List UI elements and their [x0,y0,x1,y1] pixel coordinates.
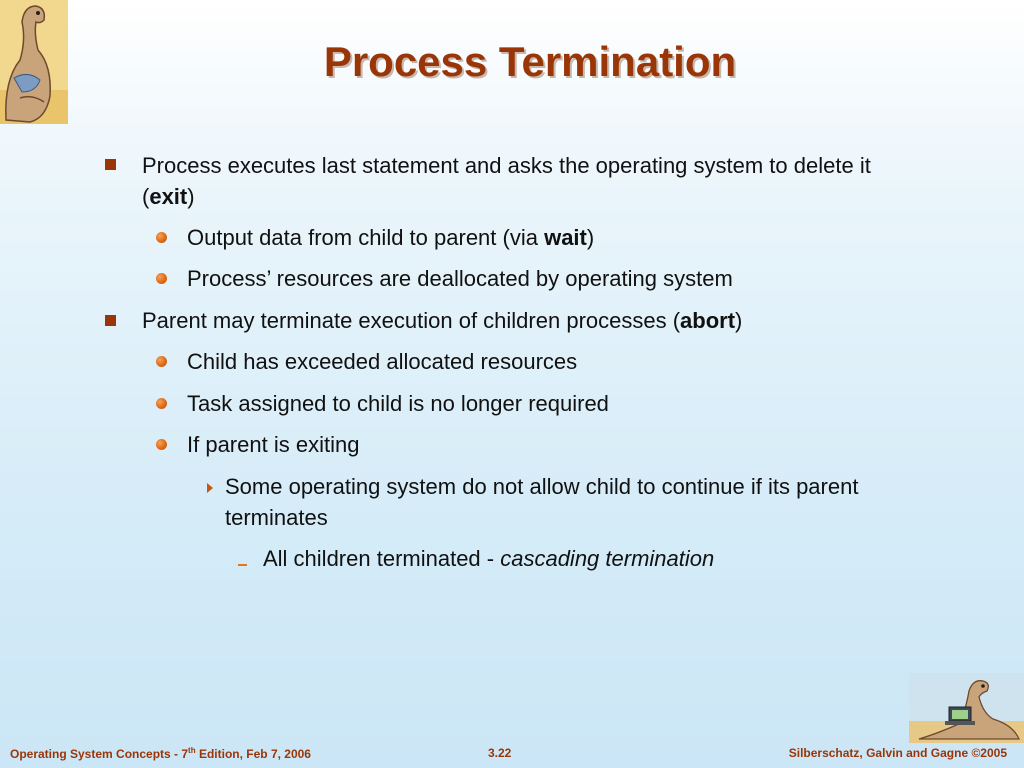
dot-bullet-icon [156,439,167,450]
dot-bullet-icon [156,273,167,284]
footer-authors: Silberschatz, Galvin and Gagne ©2005 [788,746,1007,760]
bullet-cascading: All children terminated - cascading termination [263,546,715,571]
dot-bullet-icon [156,232,167,243]
square-bullet-icon [105,159,116,170]
arrow-bullet-icon [207,483,213,493]
bullet-parent-exiting: If parent is exiting [187,432,360,457]
bullet-some-os: Some operating system do not allow child to continue if its parent terminates [225,474,859,530]
bullet-exit: Process executes last statement and asks the operating system to delete it (exit) [142,153,871,209]
bullet-task: Task assigned to child is no longer required [187,391,609,416]
bullet-resources: Process’ resources are deallocated by operating system [187,266,733,291]
dot-bullet-icon [156,356,167,367]
dot-bullet-icon [156,398,167,409]
bullet-exceeded: Child has exceeded allocated resources [187,349,578,374]
bullet-abort: Parent may terminate execution of children processes (abort) [142,308,743,333]
bullet-wait: Output data from child to parent (via wait) [187,225,595,250]
slide-title: Process Termination [323,38,737,85]
dash-bullet-icon [238,564,247,566]
footer-page-number: 3.22 [488,746,512,760]
square-bullet-icon [105,315,116,326]
footer-course: Operating System Concepts - 7th Edition, Feb 7, 2006 [10,746,311,761]
